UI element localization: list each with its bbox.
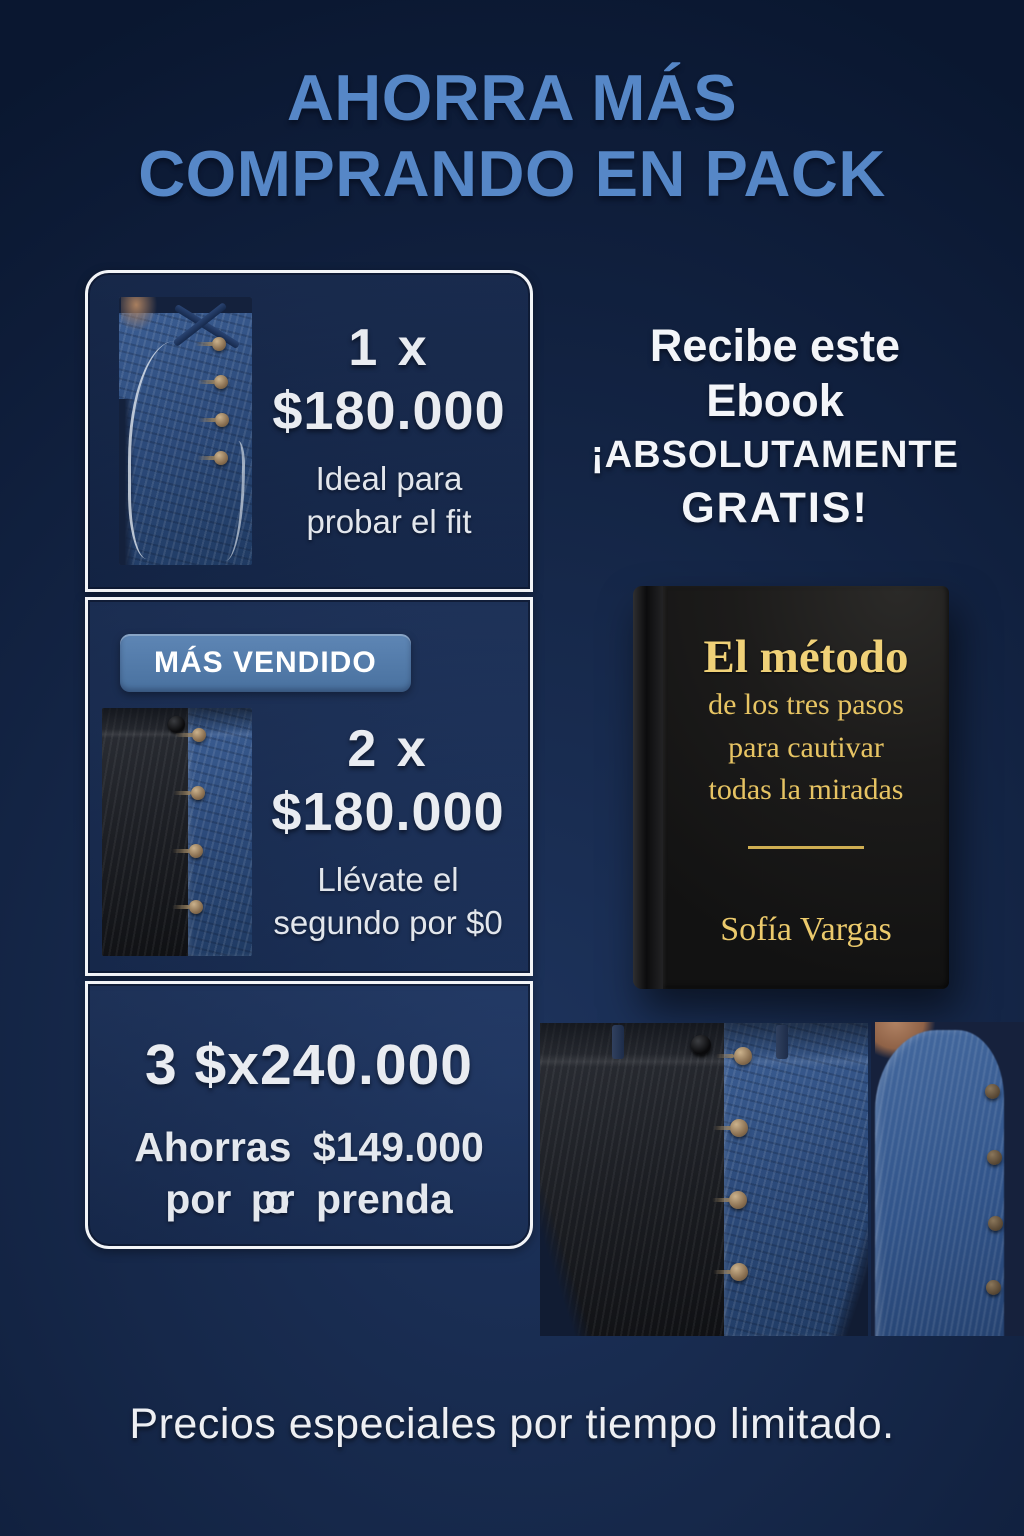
offer-tier-duo-row <box>102 708 518 956</box>
offer-tier-duo <box>85 597 533 976</box>
offer-price: $180.000 <box>272 381 506 442</box>
offer-tier-single-text <box>260 318 518 544</box>
offer-note <box>258 859 518 945</box>
savings-word: prenda <box>316 1176 453 1222</box>
book-spine <box>633 586 663 989</box>
skin-detail <box>121 297 161 341</box>
jeans-button-rivet <box>734 1047 752 1065</box>
offer-price: $180.000 <box>271 782 505 843</box>
jeans-button-rivet <box>214 375 228 389</box>
savings-word: por <box>165 1176 232 1222</box>
belt-loop-detail <box>612 1025 624 1059</box>
footer-note: Precios especiales por tiempo limitado. <box>129 1400 895 1448</box>
jeans-photo-side-blurred <box>871 1022 1024 1336</box>
savings-word-glitch: por <box>250 1176 284 1222</box>
blue-jeans-hip <box>875 1030 1004 1336</box>
jeans-photo-duo <box>102 708 252 956</box>
jeans-button-rivet <box>191 786 205 800</box>
offer-note-line: probar el fit <box>306 503 472 540</box>
jeans-button-black <box>691 1035 711 1055</box>
ebook-headline <box>555 318 995 536</box>
jeans-button-rivet <box>215 413 229 427</box>
offer-note-line: Ideal para <box>315 460 463 498</box>
book-author: Sofía Vargas <box>720 910 892 948</box>
ebook-headline-line: Recibe este <box>649 320 901 371</box>
black-jeans-half <box>540 1023 724 1336</box>
ebook-headline-line: GRATIS! <box>681 483 869 532</box>
savings-per-item <box>88 1176 530 1223</box>
jeans-button-rivet <box>729 1191 747 1209</box>
ebook-cover <box>633 586 949 989</box>
offer-tier-single <box>85 270 533 592</box>
jeans-button-rivet <box>192 728 206 742</box>
jeans-photo-black-blue <box>540 1023 868 1336</box>
jeans-button-rivet <box>189 900 203 914</box>
best-seller-badge: MÁS VENDIDO <box>120 634 411 692</box>
jeans-button-rivet <box>987 1150 1002 1165</box>
belt-loop-detail <box>776 1025 788 1059</box>
book-subtitle-line: todas la miradas <box>708 773 904 807</box>
offer-quantity: 2 x <box>347 720 429 779</box>
ebook-headline-line: ¡ABSOLUTAMENTE <box>591 433 959 476</box>
jeans-button-rivet <box>189 844 203 858</box>
jeans-photo-single <box>119 297 252 565</box>
offer-price-trio: 3 $x240.000 <box>145 1033 473 1097</box>
book-subtitle-line: de los tres pasos <box>708 688 904 721</box>
jeans-button-rivet <box>985 1084 1000 1099</box>
book-title: El método <box>703 631 909 683</box>
black-jeans-half <box>102 708 188 956</box>
jeans-button-rivet <box>988 1216 1003 1231</box>
blue-jeans-half <box>724 1023 868 1336</box>
book-subtitle-line: para cautivar <box>728 730 884 764</box>
title-line-1: AHORRA MÁS <box>286 61 738 134</box>
offer-quantity: 1 x <box>348 319 430 378</box>
book-divider-line <box>748 846 864 849</box>
ebook-headline-line: Ebook <box>706 375 844 427</box>
savings-amount: Ahorras $149.000 <box>134 1124 484 1170</box>
offer-tier-duo-text <box>258 719 518 945</box>
offer-note-line: segundo por $0 <box>273 904 503 941</box>
offer-note <box>260 458 518 544</box>
book-front-cover <box>663 586 949 989</box>
page-title <box>0 60 1024 212</box>
jeans-button-rivet <box>214 451 228 465</box>
title-line-2: COMPRANDO EN PACK <box>138 137 886 211</box>
jeans-button-rivet <box>212 337 226 351</box>
offer-tier-trio <box>85 981 533 1249</box>
blue-jeans-half <box>188 708 253 956</box>
seam-detail <box>128 341 175 559</box>
jeans-button-rivet <box>986 1280 1001 1295</box>
pack-offers-box <box>85 270 533 1249</box>
offer-note-line: Llévate el <box>317 861 459 899</box>
jeans-button-black <box>168 716 185 733</box>
